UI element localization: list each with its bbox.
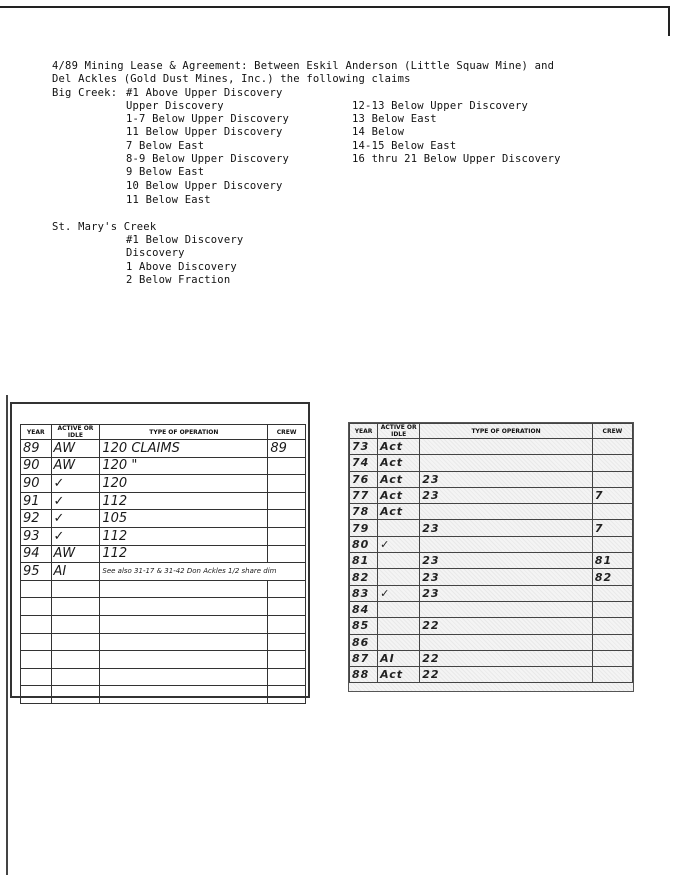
year-cell: 83 xyxy=(350,585,378,601)
table-row xyxy=(350,618,633,634)
claim-item: 10 Below Upper Discovery xyxy=(126,180,283,192)
type-cell: 105 xyxy=(100,510,268,528)
year-cell: 82 xyxy=(350,569,378,585)
type-cell xyxy=(420,536,593,552)
year-cell: 93 xyxy=(21,527,52,545)
table-row xyxy=(21,510,306,528)
claim-item: 1-7 Below Upper Discovery xyxy=(126,113,290,125)
table-row xyxy=(350,471,633,487)
crew-cell xyxy=(592,601,632,617)
col-header-type: TYPE OF OPERATION xyxy=(100,425,268,440)
claim-item: #1 Above Upper Discovery xyxy=(126,87,283,99)
year-cell: 86 xyxy=(350,634,378,650)
st-marys-creek-label: St. Mary's Creek xyxy=(52,221,157,233)
year-cell: 88 xyxy=(350,667,378,683)
year-cell: 87 xyxy=(350,650,378,666)
crew-cell xyxy=(592,618,632,634)
year-cell: 91 xyxy=(21,492,52,510)
table-row xyxy=(21,457,306,475)
table-row xyxy=(350,553,633,569)
crew-cell: 7 xyxy=(592,520,632,536)
year-cell: 92 xyxy=(21,510,52,528)
table-row xyxy=(21,440,306,458)
status-cell: ✓ xyxy=(378,536,420,552)
type-cell: 23 xyxy=(420,553,593,569)
claim-item: 14 Below xyxy=(352,126,405,138)
claim-item: 16 thru 21 Below Upper Discovery xyxy=(352,153,561,165)
year-cell: 79 xyxy=(350,520,378,536)
col-header-crew: CREW xyxy=(268,425,306,440)
claim-item: 9 Below East xyxy=(126,166,205,178)
year-cell: 78 xyxy=(350,504,378,520)
table-row xyxy=(21,527,306,545)
record-table-2 xyxy=(349,423,633,683)
status-cell: AW xyxy=(51,545,100,563)
claim-item: Upper Discovery xyxy=(126,100,224,112)
claims-record-card-2 xyxy=(348,422,634,692)
status-cell: Act xyxy=(378,667,420,683)
crew-cell xyxy=(592,667,632,683)
claim-item: 13 Below East xyxy=(352,113,437,125)
status-cell: ✓ xyxy=(51,527,100,545)
table-row xyxy=(350,601,633,617)
col-header-year: YEAR xyxy=(350,424,378,439)
status-cell xyxy=(378,618,420,634)
type-cell: 120 xyxy=(100,475,268,493)
status-cell: Act xyxy=(378,471,420,487)
record-table-1 xyxy=(20,424,306,704)
status-cell xyxy=(378,601,420,617)
type-cell: 23 xyxy=(420,585,593,601)
crew-cell: 81 xyxy=(592,553,632,569)
crew-cell xyxy=(268,510,306,528)
crew-cell xyxy=(592,439,632,455)
type-cell: 120 " xyxy=(100,457,268,475)
claim-item: 2 Below Fraction xyxy=(126,274,231,286)
crew-cell xyxy=(592,650,632,666)
table-row xyxy=(350,667,633,683)
status-cell: Act xyxy=(378,439,420,455)
table-row-empty xyxy=(21,580,306,598)
big-creek-label: Big Creek: xyxy=(52,87,118,99)
status-cell: Act xyxy=(378,504,420,520)
year-cell: 95 xyxy=(21,563,52,581)
crew-cell xyxy=(592,634,632,650)
type-cell: 23 xyxy=(420,471,593,487)
year-cell: 81 xyxy=(350,553,378,569)
scan-edge-right xyxy=(668,6,670,36)
year-cell: 85 xyxy=(350,618,378,634)
status-cell: ✓ xyxy=(51,510,100,528)
type-cell: 23 xyxy=(420,520,593,536)
status-cell xyxy=(378,553,420,569)
claim-item: 14-15 Below East xyxy=(352,140,457,152)
table-row-empty xyxy=(21,598,306,616)
table-row-empty xyxy=(21,651,306,669)
type-cell: 112 xyxy=(100,492,268,510)
table-row xyxy=(21,563,306,581)
year-cell: 94 xyxy=(21,545,52,563)
crew-cell xyxy=(268,475,306,493)
claim-item: 8-9 Below Upper Discovery xyxy=(126,153,290,165)
status-cell xyxy=(378,520,420,536)
table-row xyxy=(350,504,633,520)
table-row xyxy=(350,487,633,503)
year-cell: 74 xyxy=(350,455,378,471)
year-cell: 90 xyxy=(21,475,52,493)
type-cell: 112 xyxy=(100,545,268,563)
claim-item: 11 Below East xyxy=(126,194,211,206)
year-cell: 73 xyxy=(350,439,378,455)
year-cell: 76 xyxy=(350,471,378,487)
type-cell: 120 CLAIMS xyxy=(100,440,268,458)
claim-item: Discovery xyxy=(126,247,185,259)
type-cell: 23 xyxy=(420,487,593,503)
table-row xyxy=(350,585,633,601)
col-header-year: YEAR xyxy=(21,425,52,440)
status-cell: Act xyxy=(378,487,420,503)
year-cell: 84 xyxy=(350,601,378,617)
status-cell xyxy=(378,569,420,585)
claims-record-card-1 xyxy=(10,402,310,698)
col-header-status: ACTIVE OR IDLE xyxy=(51,425,100,440)
crew-cell xyxy=(592,536,632,552)
status-cell: AI xyxy=(378,650,420,666)
status-cell xyxy=(378,634,420,650)
type-cell: 112 xyxy=(100,527,268,545)
status-cell: ✓ xyxy=(51,492,100,510)
table-row xyxy=(350,439,633,455)
claim-item: 7 Below East xyxy=(126,140,205,152)
status-cell: AW xyxy=(51,457,100,475)
crew-cell xyxy=(268,457,306,475)
type-cell xyxy=(420,455,593,471)
year-cell: 90 xyxy=(21,457,52,475)
table-row xyxy=(350,520,633,536)
type-cell-note: See also 31-17 & 31-42 Don Ackles 1/2 share dim xyxy=(100,563,306,581)
table-row xyxy=(350,536,633,552)
crew-cell: 89 xyxy=(268,440,306,458)
year-cell: 77 xyxy=(350,487,378,503)
table-row-empty xyxy=(21,615,306,633)
claim-item: 1 Above Discovery xyxy=(126,261,237,273)
type-cell: 22 xyxy=(420,650,593,666)
col-header-status: ACTIVE OR IDLE xyxy=(378,424,420,439)
table-row xyxy=(350,634,633,650)
crew-cell xyxy=(592,585,632,601)
crew-cell xyxy=(268,492,306,510)
col-header-crew: CREW xyxy=(592,424,632,439)
claim-item: 12-13 Below Upper Discovery xyxy=(352,100,529,112)
year-cell: 80 xyxy=(350,536,378,552)
crew-cell xyxy=(268,545,306,563)
type-cell: 23 xyxy=(420,569,593,585)
table-row xyxy=(21,545,306,563)
crew-cell xyxy=(592,504,632,520)
table-row-empty xyxy=(21,633,306,651)
status-cell: AW xyxy=(51,440,100,458)
table-row xyxy=(21,475,306,493)
type-cell xyxy=(420,601,593,617)
col-header-type: TYPE OF OPERATION xyxy=(420,424,593,439)
type-cell: 22 xyxy=(420,667,593,683)
crew-cell: 82 xyxy=(592,569,632,585)
scan-edge-left xyxy=(6,395,8,875)
type-cell xyxy=(420,439,593,455)
type-cell: 22 xyxy=(420,618,593,634)
table-row xyxy=(350,650,633,666)
status-cell: ✓ xyxy=(378,585,420,601)
type-cell xyxy=(420,504,593,520)
crew-cell xyxy=(592,455,632,471)
type-cell xyxy=(420,634,593,650)
claim-item: 11 Below Upper Discovery xyxy=(126,126,283,138)
year-cell: 89 xyxy=(21,440,52,458)
crew-cell: 7 xyxy=(592,487,632,503)
status-cell: ✓ xyxy=(51,475,100,493)
lease-header-line2: Del Ackles (Gold Dust Mines, Inc.) the following claims xyxy=(52,73,411,85)
table-row xyxy=(350,569,633,585)
table-row-empty xyxy=(21,668,306,686)
crew-cell xyxy=(268,527,306,545)
table-row-empty xyxy=(21,686,306,704)
lease-header-line1: 4/89 Mining Lease & Agreement: Between Eskil Anderson (Little Squaw Mine) and xyxy=(52,60,555,72)
table-row xyxy=(350,455,633,471)
crew-cell xyxy=(592,471,632,487)
claim-item: #1 Below Discovery xyxy=(126,234,244,246)
table-row xyxy=(21,492,306,510)
status-cell: AI xyxy=(51,563,100,581)
status-cell: Act xyxy=(378,455,420,471)
scan-edge-top xyxy=(0,6,670,8)
